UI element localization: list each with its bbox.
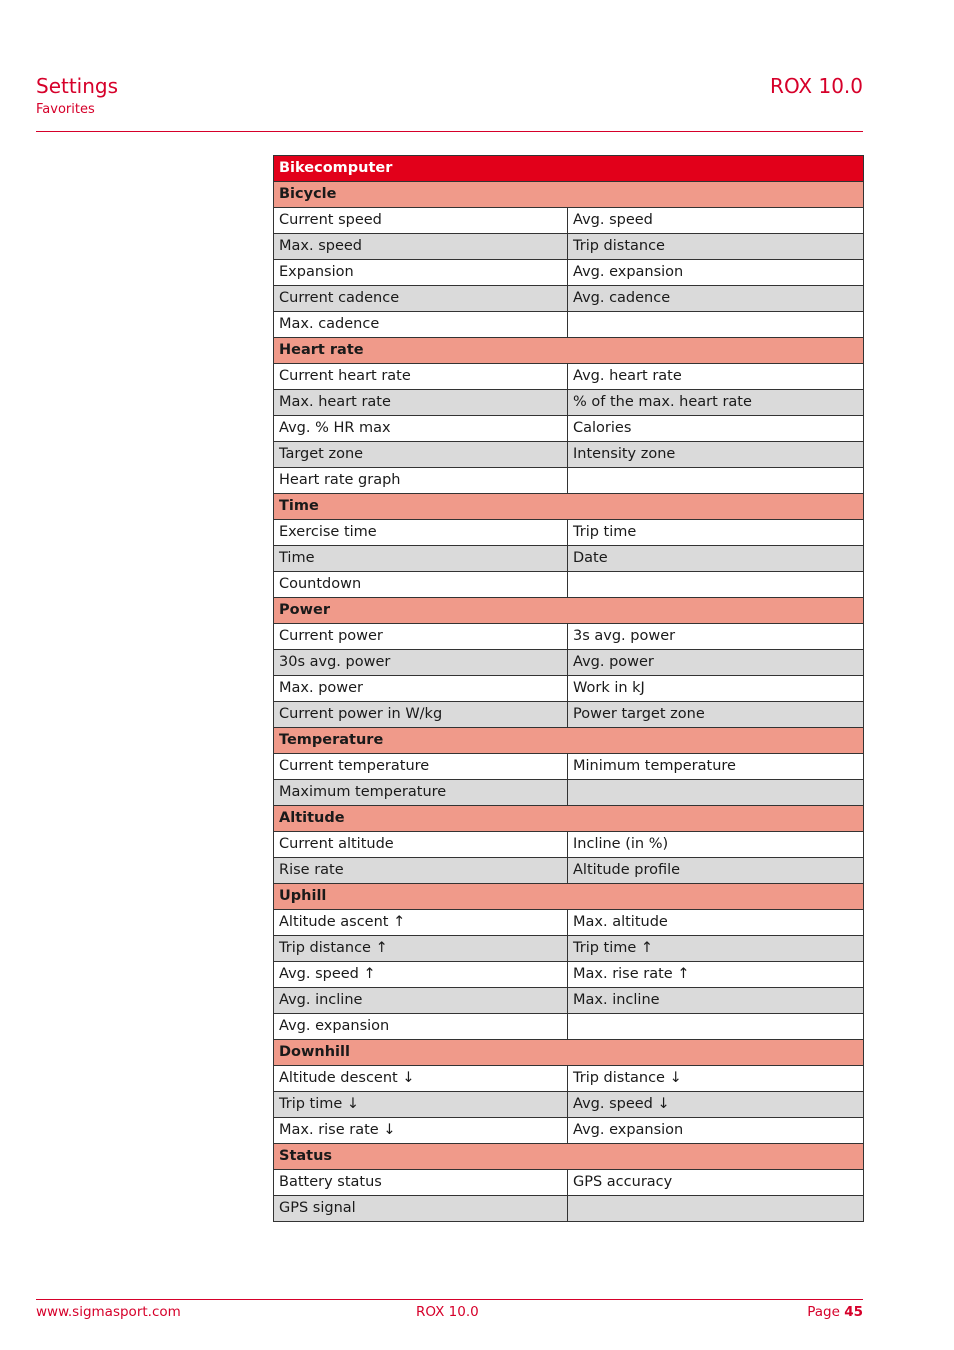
table-row	[274, 1092, 864, 1118]
section-header: Bicycle	[274, 182, 864, 208]
footer-url[interactable]: www.sigmasport.com	[36, 1304, 181, 1320]
table-cell: Max. speed	[274, 234, 568, 260]
section-header-row	[274, 182, 864, 208]
table-row	[274, 260, 864, 286]
section-header-row	[274, 728, 864, 754]
table-cell: Heart rate graph	[274, 468, 568, 494]
table-row	[274, 1118, 864, 1144]
table-cell: Avg. speed	[568, 208, 864, 234]
table-cell: Altitude descent ↓	[274, 1066, 568, 1092]
table-cell: Avg. cadence	[568, 286, 864, 312]
page-title: Settings	[36, 74, 119, 98]
table-cell: Trip distance ↑	[274, 936, 568, 962]
section-header: Downhill	[274, 1040, 864, 1066]
table-row	[274, 832, 864, 858]
table-cell: Date	[568, 546, 864, 572]
table-cell: Current heart rate	[274, 364, 568, 390]
table-cell: Trip time	[568, 520, 864, 546]
table-cell: Max. rise rate ↓	[274, 1118, 568, 1144]
section-header-row	[274, 1040, 864, 1066]
table-cell: Altitude profile	[568, 858, 864, 884]
table-row	[274, 546, 864, 572]
section-header-row	[274, 884, 864, 910]
table-row	[274, 520, 864, 546]
table-cell: Current cadence	[274, 286, 568, 312]
table-cell: Max. heart rate	[274, 390, 568, 416]
table-cell: Avg. expansion	[274, 1014, 568, 1040]
table-row	[274, 364, 864, 390]
section-header-row	[274, 598, 864, 624]
table-cell: GPS accuracy	[568, 1170, 864, 1196]
table-cell: 3s avg. power	[568, 624, 864, 650]
footer-page-indicator	[807, 1304, 863, 1320]
table-row	[274, 468, 864, 494]
table-row	[274, 858, 864, 884]
section-header: Temperature	[274, 728, 864, 754]
section-header-row	[274, 338, 864, 364]
table-cell: Avg. speed ↓	[568, 1092, 864, 1118]
section-header: Uphill	[274, 884, 864, 910]
header-product-name: ROX 10.0	[770, 74, 863, 98]
table-cell: Work in kJ	[568, 676, 864, 702]
section-header: Time	[274, 494, 864, 520]
table-cell	[568, 572, 864, 598]
table-cell: Current altitude	[274, 832, 568, 858]
table-cell: Current temperature	[274, 754, 568, 780]
footer-product-name: ROX 10.0	[416, 1304, 479, 1320]
section-header: Heart rate	[274, 338, 864, 364]
table-cell: Intensity zone	[568, 442, 864, 468]
table-cell: Incline (in %)	[568, 832, 864, 858]
table-row	[274, 936, 864, 962]
table-cell: GPS signal	[274, 1196, 568, 1222]
page-label: Page	[807, 1304, 840, 1320]
section-header-row	[274, 806, 864, 832]
table-cell: Exercise time	[274, 520, 568, 546]
table-cell: Expansion	[274, 260, 568, 286]
table-cell: Avg. expansion	[568, 260, 864, 286]
table-cell: Calories	[568, 416, 864, 442]
table-cell	[568, 1196, 864, 1222]
favorites-table-body	[274, 156, 864, 1222]
table-row	[274, 1014, 864, 1040]
table-cell: Avg. speed ↑	[274, 962, 568, 988]
footer-divider	[36, 1299, 863, 1300]
table-cell: Avg. heart rate	[568, 364, 864, 390]
table-cell: Altitude ascent ↑	[274, 910, 568, 936]
table-cell: Max. incline	[568, 988, 864, 1014]
page-number: 45	[844, 1304, 863, 1320]
table-cell: Max. altitude	[568, 910, 864, 936]
table-title-row	[274, 156, 864, 182]
table-cell: Trip time ↓	[274, 1092, 568, 1118]
table-row	[274, 676, 864, 702]
table-row	[274, 650, 864, 676]
section-header: Status	[274, 1144, 864, 1170]
table-cell	[568, 780, 864, 806]
table-cell: Current power in W/kg	[274, 702, 568, 728]
table-cell: Trip time ↑	[568, 936, 864, 962]
section-header-row	[274, 494, 864, 520]
table-row	[274, 442, 864, 468]
table-cell: Countdown	[274, 572, 568, 598]
table-cell: % of the max. heart rate	[568, 390, 864, 416]
table-row	[274, 754, 864, 780]
table-row	[274, 208, 864, 234]
table-row	[274, 1196, 864, 1222]
table-cell: Time	[274, 546, 568, 572]
table-cell: Avg. incline	[274, 988, 568, 1014]
table-row	[274, 572, 864, 598]
section-header: Altitude	[274, 806, 864, 832]
section-header-row	[274, 1144, 864, 1170]
table-row	[274, 988, 864, 1014]
table-cell: Trip distance ↓	[568, 1066, 864, 1092]
table-cell	[568, 312, 864, 338]
table-row	[274, 780, 864, 806]
table-cell: Avg. expansion	[568, 1118, 864, 1144]
table-cell: Avg. power	[568, 650, 864, 676]
table-row	[274, 312, 864, 338]
table-cell: Target zone	[274, 442, 568, 468]
table-cell: Trip distance	[568, 234, 864, 260]
table-row	[274, 624, 864, 650]
section-header: Power	[274, 598, 864, 624]
table-cell: Maximum temperature	[274, 780, 568, 806]
table-row	[274, 286, 864, 312]
header-divider	[36, 131, 863, 132]
table-row	[274, 910, 864, 936]
table-row	[274, 416, 864, 442]
table-cell	[568, 1014, 864, 1040]
table-cell: Current speed	[274, 208, 568, 234]
table-cell: Battery status	[274, 1170, 568, 1196]
table-cell: Max. power	[274, 676, 568, 702]
table-row	[274, 962, 864, 988]
table-cell: Current power	[274, 624, 568, 650]
table-cell: Max. rise rate ↑	[568, 962, 864, 988]
table-row	[274, 1170, 864, 1196]
table-cell: Power target zone	[568, 702, 864, 728]
table-cell: Rise rate	[274, 858, 568, 884]
table-row	[274, 702, 864, 728]
table-cell: Max. cadence	[274, 312, 568, 338]
table-row	[274, 234, 864, 260]
table-cell: 30s avg. power	[274, 650, 568, 676]
table-title: Bikecomputer	[274, 156, 864, 182]
table-cell: Minimum temperature	[568, 754, 864, 780]
table-row	[274, 1066, 864, 1092]
table-cell: Avg. % HR max	[274, 416, 568, 442]
table-row	[274, 390, 864, 416]
favorites-table	[273, 155, 864, 1222]
page-subtitle: Favorites	[36, 102, 95, 117]
table-cell	[568, 468, 864, 494]
